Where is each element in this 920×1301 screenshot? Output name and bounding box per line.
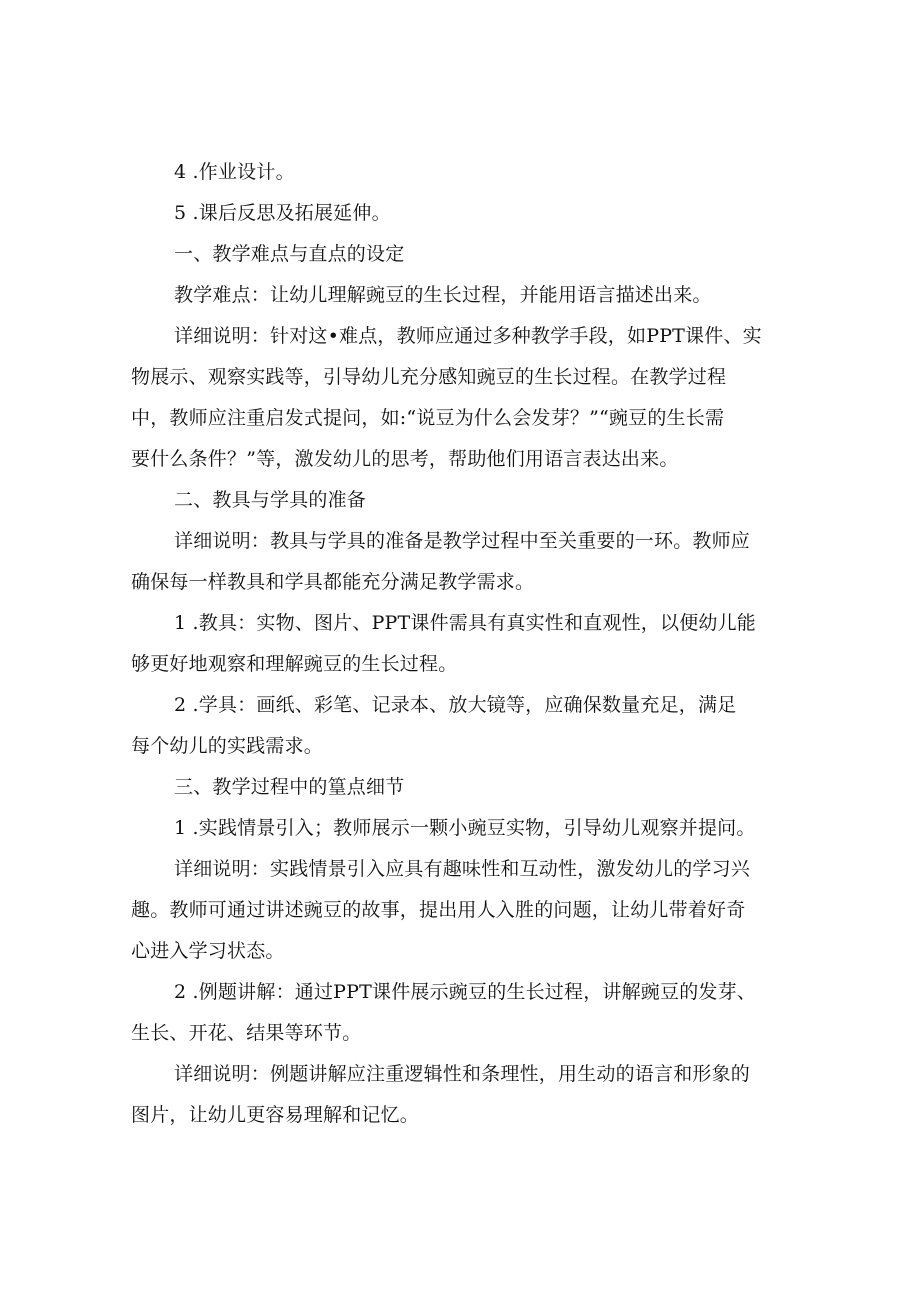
paragraph-line: 详细说明：针对这•难点，教师应通过多种教学手段，如PPT课件、实 <box>174 325 762 347</box>
section-heading-difficulties: 一、教学难点与直点的设定 <box>174 243 405 265</box>
list-item-scenario-intro: 1 .实践情景引入；教师展示一颗小豌豆实物，引导幼儿观察并提问。 <box>174 817 756 839</box>
paragraph-line: 每个幼儿的实践需求。 <box>131 735 324 757</box>
paragraph-line: 中，教师应注重启发式提问，如:“说豆为什么会发芽？”“豌豆的生长需 <box>131 407 725 429</box>
list-item-example-explanation: 2 .例题讲解：通过PPT课件展示豌豆的生长过程，讲解豌豆的发芽、 <box>174 981 757 1003</box>
list-item-teaching-aids: 1 .教具：实物、图片、PPT课件需具有真实性和直观性，以便幼儿能 <box>174 612 757 634</box>
paragraph-line: 教学难点：让幼儿理解豌豆的生长过程，并能用语言描述出来。 <box>174 284 712 306</box>
paragraph-line: 详细说明：例题讲解应注重逻辑性和条理性，用生动的语言和形象的 <box>174 1063 751 1085</box>
paragraph-line: 物展示、观察实践等，引导幼儿充分感知豌豆的生长过程。在教学过程 <box>131 366 727 388</box>
section-heading-teaching-aids: 二、教具与学具的准备 <box>174 489 367 511</box>
paragraph-line: 确保每一样教具和学具都能充分满足教学需求。 <box>131 571 535 593</box>
document-body <box>131 152 791 1136</box>
list-item-homework-design: 4 .作业设计。 <box>174 161 295 183</box>
paragraph-line: 图片，让幼儿更容易理解和记忆。 <box>131 1104 420 1126</box>
paragraph-line: 详细说明：教具与学具的准备是教学过程中至关重要的一环。教师应 <box>174 530 751 552</box>
paragraph-line: 够更好地观察和理解豌豆的生长过程。 <box>131 653 458 675</box>
paragraph-line: 趣。教师可通过讲述豌豆的故事，提出用人入胜的问题，让幼儿带着好奇 <box>131 899 746 921</box>
paragraph-line: 生长、开花、结果等环节。 <box>131 1022 362 1044</box>
paragraph-line: 心进入学习状态。 <box>131 940 285 962</box>
paragraph-line: 要什么条件？”等，激发幼儿的思考，帮助他们用语言表达出来。 <box>131 448 679 470</box>
list-item-learning-tools: 2 .学具：画纸、彩笔、记录本、放大镜等，应确保数量充足，满足 <box>174 694 737 716</box>
list-item-reflection-extension: 5 .课后反思及拓展延伸。 <box>174 202 391 224</box>
paragraph-line: 详细说明：实践情景引入应具有趣味性和互动性，激发幼儿的学习兴 <box>174 858 751 880</box>
section-heading-process-details: 三、教学过程中的篁点细节 <box>174 776 405 798</box>
